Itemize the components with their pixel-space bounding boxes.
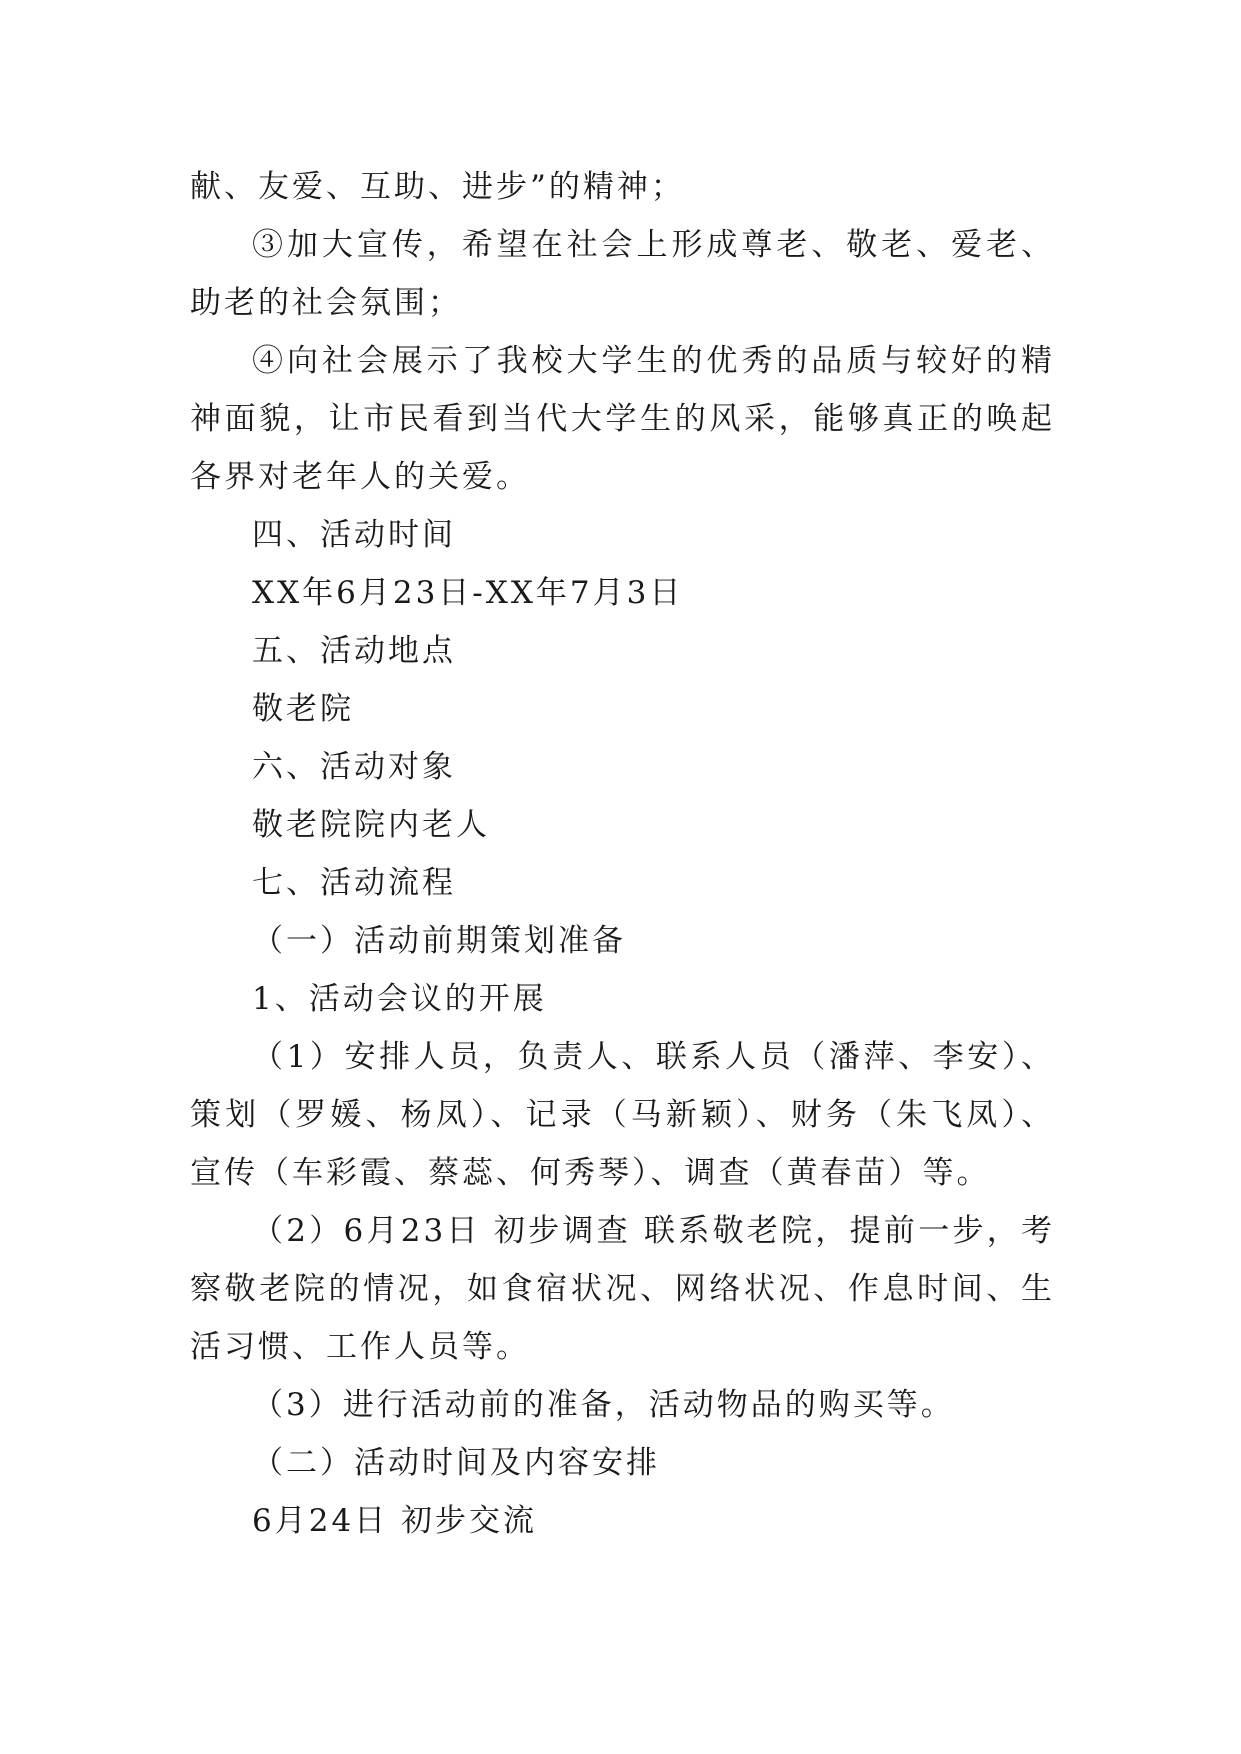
subsection-heading-schedule: （二）活动时间及内容安排	[252, 1445, 660, 1481]
paragraph-purchase: （3）进行活动前的准备，活动物品的购买等。	[252, 1387, 955, 1423]
paragraph-2: ③加大宣传，希望在社会上形成尊老、敬老、爱老、助老的社会氛围；	[190, 227, 1055, 321]
paragraph-survey: （2）6月23日 初步调查 联系敬老院，提前一步，考察敬老院的情况，如食宿状况、网络状况、作息时间、生活习惯、工作人员等。	[190, 1213, 1055, 1365]
activity-target-value: 敬老院院内老人	[252, 807, 490, 843]
schedule-item-june24: 6月24日 初步交流	[252, 1503, 538, 1539]
paragraph-staffing: （1）安排人员，负责人、联系人员（潘萍、李安）、策划（罗媛、杨凤）、记录（马新颖）、财务（朱飞凤）、宣传（车彩霞、蔡蕊、何秀琴）、调查（黄春苗）等。	[190, 1039, 1055, 1191]
activity-time-value: XX年6月23日-XX年7月3日	[252, 575, 684, 611]
paragraph-1: 献、友爱、互助、进步”的精神；	[190, 169, 685, 205]
document-body	[190, 158, 1055, 1550]
section-heading-location: 五、活动地点	[252, 633, 456, 669]
activity-location-value: 敬老院	[252, 691, 354, 727]
section-heading-time: 四、活动时间	[252, 517, 456, 553]
section-heading-process: 七、活动流程	[252, 865, 456, 901]
item-heading-meeting: 1、活动会议的开展	[252, 981, 547, 1017]
paragraph-3: ④向社会展示了我校大学生的优秀的品质与较好的精神面貌，让市民看到当代大学生的风采，能够真正的唤起各界对老年人的关爱。	[190, 343, 1055, 495]
subsection-heading-preparation: （一）活动前期策划准备	[252, 923, 626, 959]
section-heading-target: 六、活动对象	[252, 749, 456, 785]
